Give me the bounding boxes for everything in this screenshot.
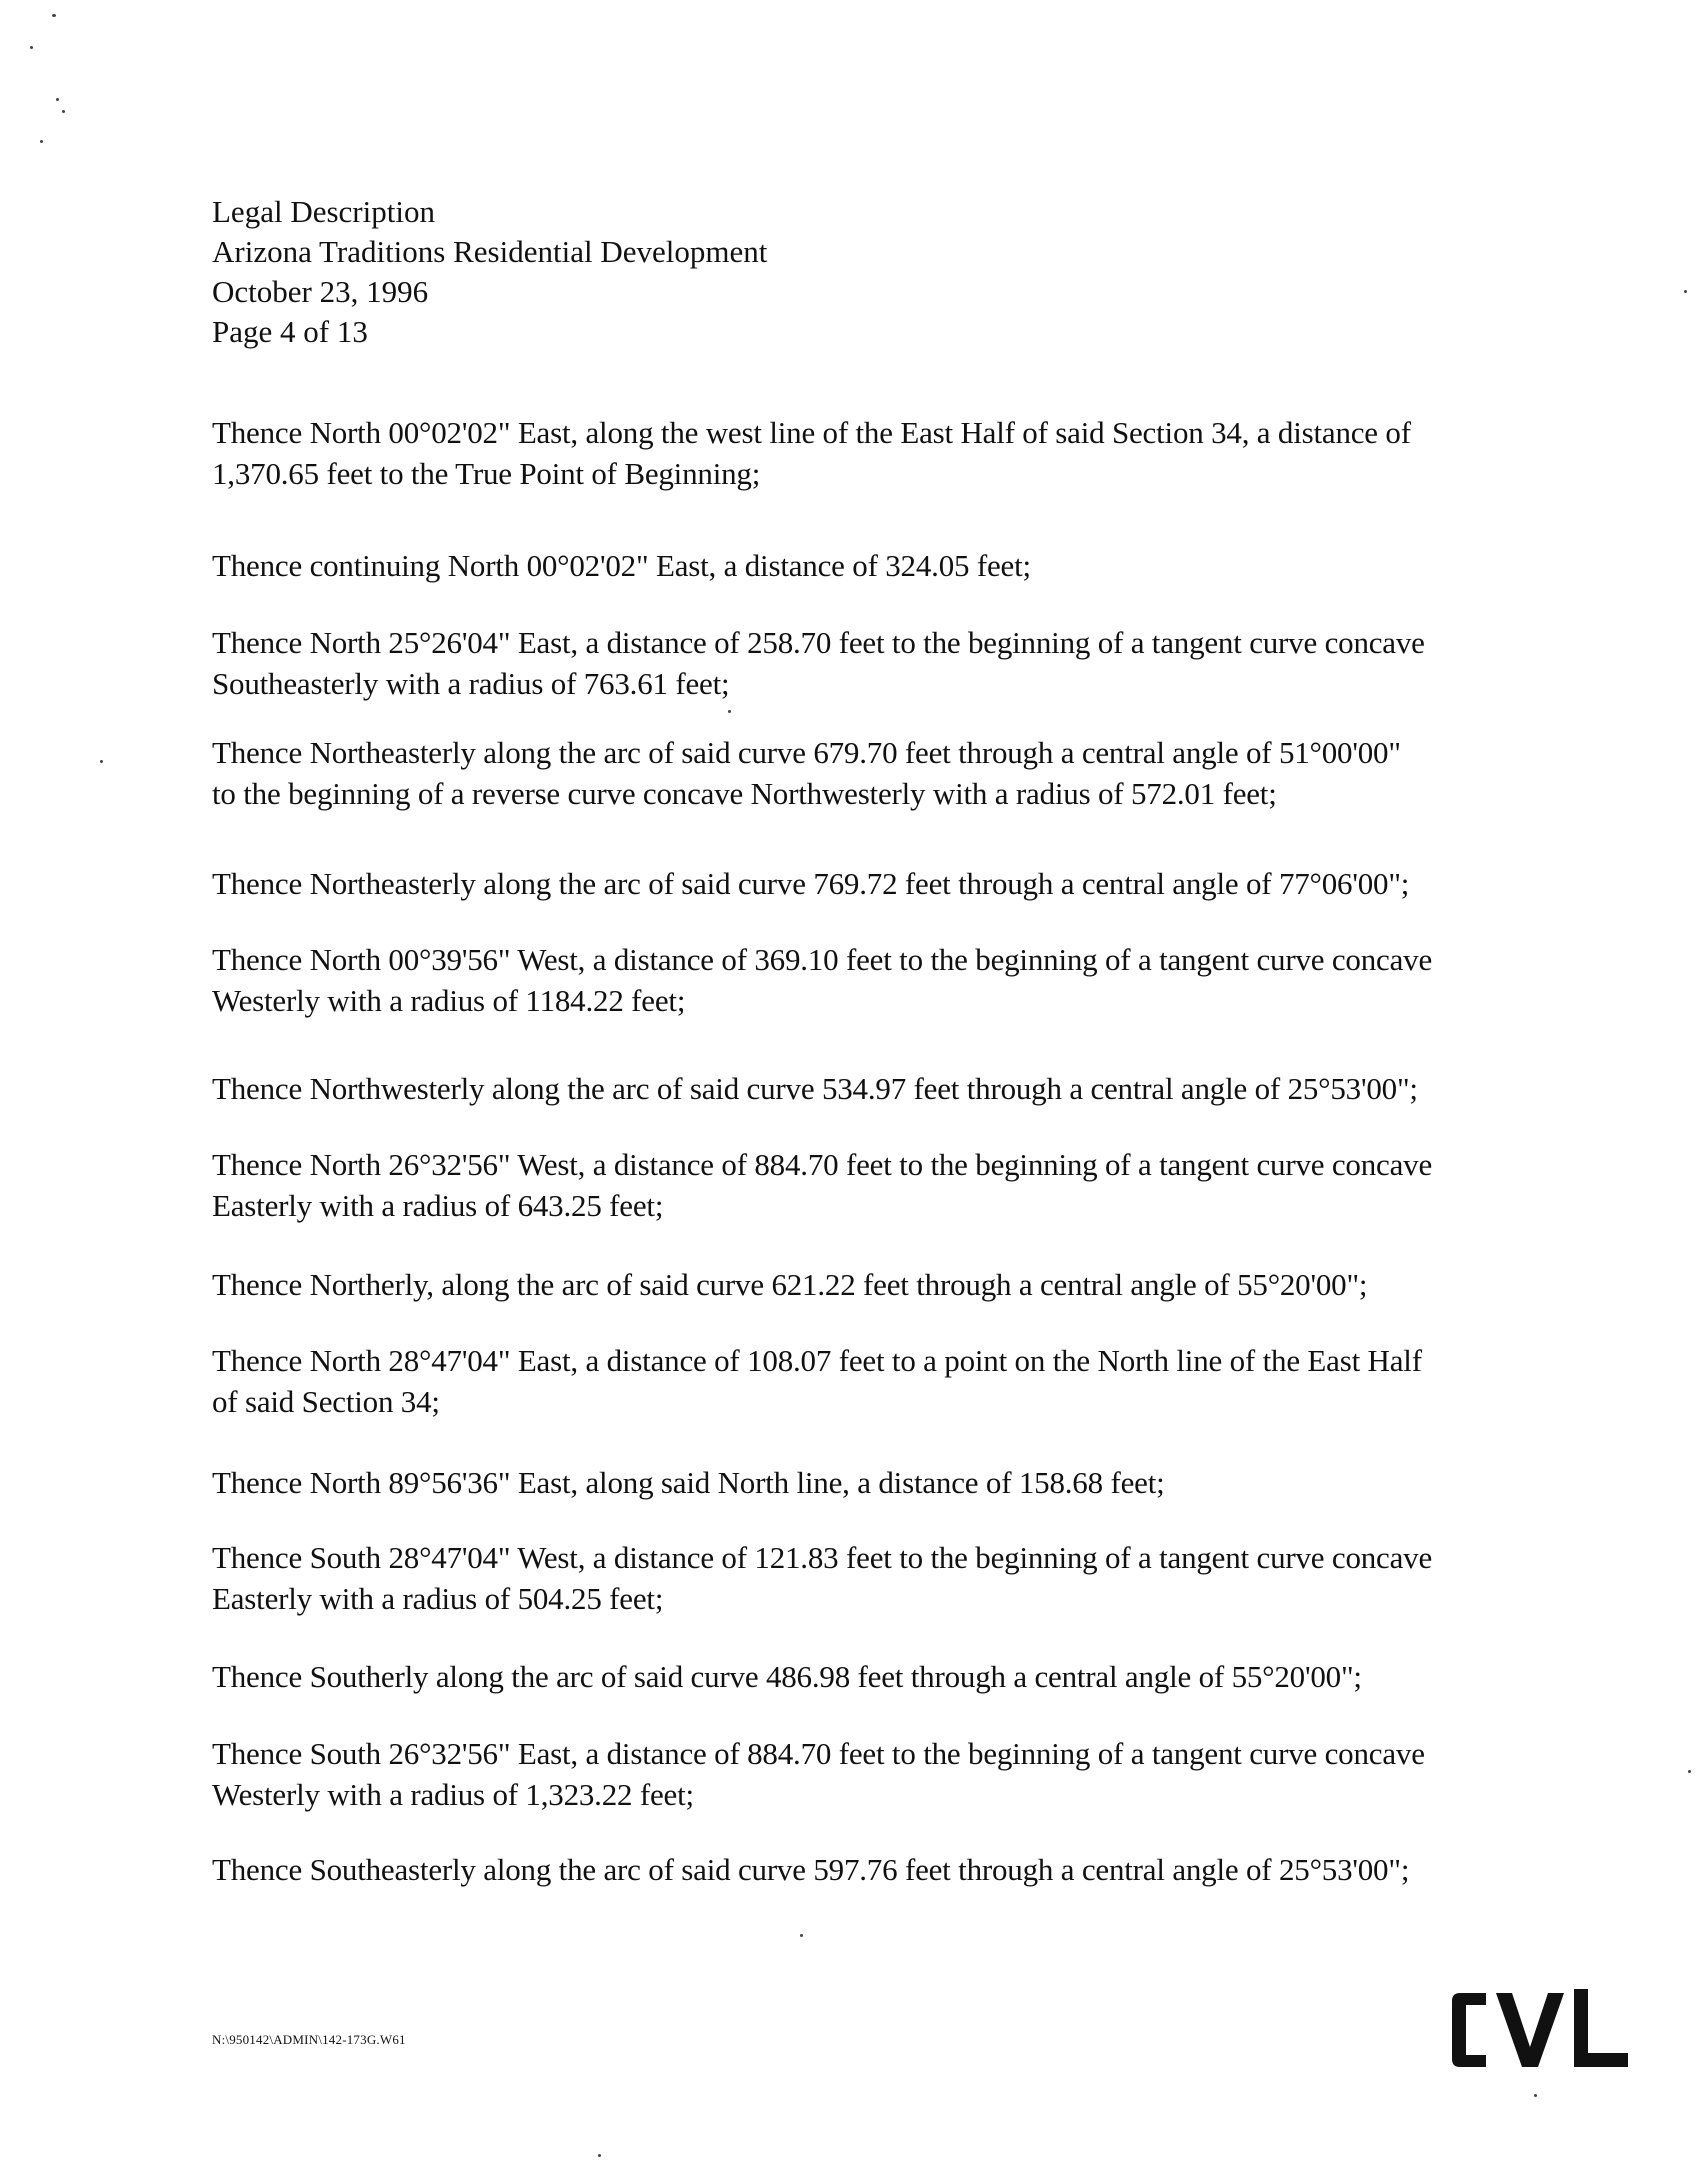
description-paragraph [212,1849,1542,1890]
paragraph-line: Thence North 89°56'36" East, along said North line, a distance of 158.68 feet; [212,1465,1165,1500]
description-paragraph [212,1340,1542,1422]
description-paragraph [212,863,1542,904]
paragraph-line: Thence South 28°47'04" West, a distance of 121.83 feet to the beginning of a tangent curve concave [212,1540,1433,1575]
description-paragraph [212,412,1542,494]
scan-speck [1534,2094,1537,2097]
paragraph-line: 1,370.65 feet to the True Point of Beginning; [212,456,761,491]
header-title: Legal Description [212,194,435,229]
paragraph-line: Southeasterly with a radius of 763.61 feet; [212,666,730,701]
scan-speck [728,710,731,713]
paragraph-line: Thence North 00°39'56" West, a distance of 369.10 feet to the beginning of a tangent curve concave [212,942,1433,977]
scan-speck [1688,1770,1691,1773]
header-date: October 23, 1996 [212,274,429,309]
paragraph-line: Easterly with a radius of 643.25 feet; [212,1188,664,1223]
paragraph-line: Thence Northeasterly along the arc of said curve 769.72 feet through a central angle of 77°06'00"; [212,866,1410,901]
paragraph-line: of said Section 34; [212,1384,440,1419]
scan-speck [30,46,33,49]
scan-speck [800,1934,803,1937]
scan-speck [100,760,103,763]
paragraph-line: Thence South 26°32'56" East, a distance of 884.70 feet to the beginning of a tangent curve concave [212,1736,1425,1771]
paragraph-line: Thence North 25°26'04" East, a distance of 258.70 feet to the beginning of a tangent curve concave [212,625,1425,660]
paragraph-line: Thence North 26°32'56" West, a distance of 884.70 feet to the beginning of a tangent curve concave [212,1147,1433,1182]
description-paragraph [212,622,1542,704]
header-page-number: Page 4 of 13 [212,314,368,349]
paragraph-line: Westerly with a radius of 1184.22 feet; [212,983,686,1018]
paragraph-line: Easterly with a radius of 504.25 feet; [212,1581,664,1616]
paragraph-line: Thence Northeasterly along the arc of said curve 679.70 feet through a central angle of 51°00'00" [212,735,1401,770]
paragraph-line: to the beginning of a reverse curve concave Northwesterly with a radius of 572.01 feet; [212,776,1277,811]
description-paragraph [212,939,1542,1021]
scan-speck [598,2154,601,2157]
scan-speck [62,110,65,113]
cvl-logo [1446,1985,1632,2075]
paragraph-line: Thence Southerly along the arc of said curve 486.98 feet through a central angle of 55°20'00"; [212,1659,1362,1694]
description-paragraph [212,1068,1542,1109]
scan-speck [40,140,43,143]
paragraph-line: Thence continuing North 00°02'02" East, a distance of 324.05 feet; [212,548,1031,583]
paragraph-line: Thence North 28°47'04" East, a distance of 108.07 feet to a point on the North line of the East Half [212,1343,1422,1378]
scan-speck [1684,290,1687,293]
document-header [212,192,767,352]
file-path-footer: N:\950142\ADMIN\142-173G.W61 [212,2032,406,2047]
scan-speck [52,14,56,17]
description-paragraph [212,1462,1542,1503]
description-paragraph [212,1264,1542,1305]
paragraph-line: Thence Northerly, along the arc of said curve 621.22 feet through a central angle of 55°20'00"; [212,1267,1368,1302]
header-project: Arizona Traditions Residential Development [212,234,768,269]
paragraph-line: Thence North 00°02'02" East, along the west line of the East Half of said Section 34, a distance of [212,415,1411,450]
paragraph-line: Thence Southeasterly along the arc of said curve 597.76 feet through a central angle of 25°53'00"; [212,1852,1410,1887]
description-paragraph [212,1537,1542,1619]
scan-speck [56,98,59,101]
paragraph-line: Thence Northwesterly along the arc of said curve 534.97 feet through a central angle of 25°53'00"; [212,1071,1418,1106]
description-paragraph [212,545,1542,586]
description-paragraph [212,1733,1542,1815]
description-paragraph [212,1656,1542,1697]
description-paragraph [212,1144,1542,1226]
description-paragraph [212,732,1542,814]
paragraph-line: Westerly with a radius of 1,323.22 feet; [212,1777,694,1812]
